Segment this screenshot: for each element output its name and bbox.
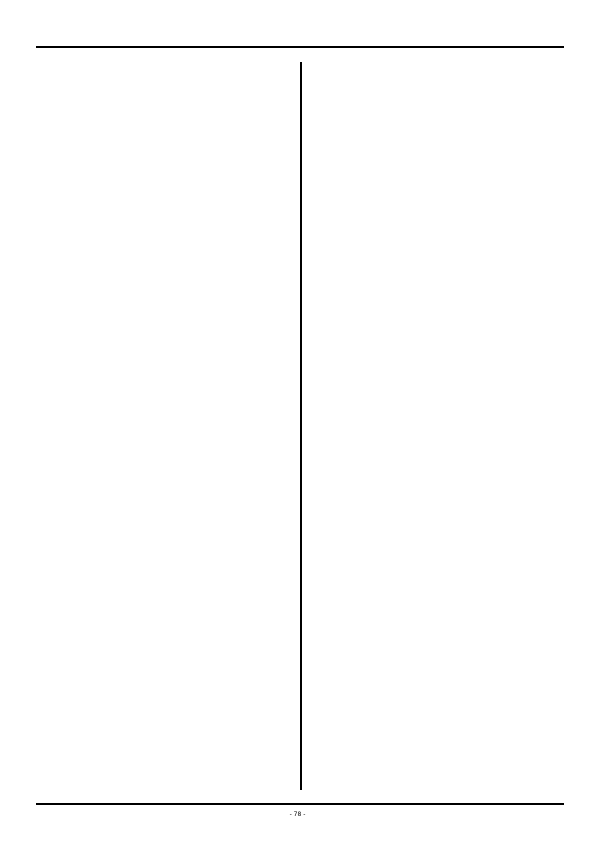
left-text-column bbox=[32, 64, 290, 790]
right-text-column bbox=[309, 64, 567, 790]
header-rule bbox=[36, 46, 564, 48]
footer-rule bbox=[36, 803, 564, 805]
column-divider bbox=[300, 62, 302, 790]
page-number: - 78 - bbox=[289, 811, 306, 818]
